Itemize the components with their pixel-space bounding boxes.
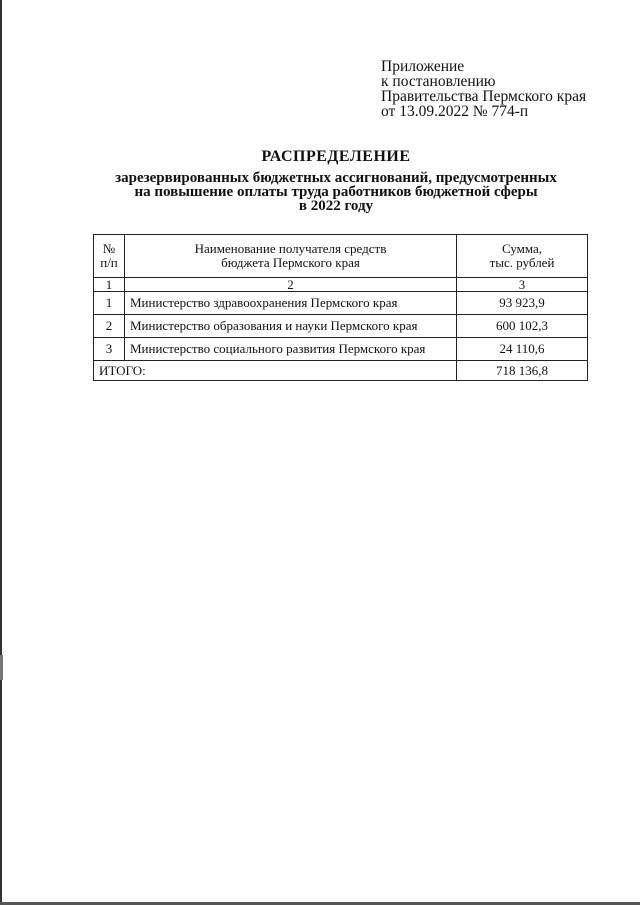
subtitle-line-1: зарезервированных бюджетных ассигнований, предусмотренных — [115, 170, 557, 186]
header-num-line-1: № — [102, 241, 116, 256]
column-number-cell: 2 — [125, 278, 457, 292]
column-number-cell: 3 — [457, 278, 588, 292]
row-recipient: Министерство социального развития Пермского края — [125, 338, 457, 361]
document-subtitle — [0, 171, 640, 213]
header-sum-line-1: Сумма, — [501, 241, 543, 256]
column-number-row — [94, 278, 588, 292]
total-label: ИТОГО: — [94, 361, 457, 381]
table-row — [94, 338, 588, 361]
appendix-line-1: Приложение — [381, 58, 465, 75]
row-sum: 600 102,3 — [457, 315, 588, 338]
row-sum: 93 923,9 — [457, 292, 588, 315]
appendix-line-2: к постановлению — [381, 73, 496, 90]
scan-border-left — [0, 0, 2, 905]
header-num-cell — [94, 235, 125, 278]
column-number-cell: 1 — [94, 278, 125, 292]
row-num: 2 — [94, 315, 125, 338]
row-recipient: Министерство образования и науки Пермского края — [125, 315, 457, 338]
total-row — [94, 361, 588, 381]
row-sum: 24 110,6 — [457, 338, 588, 361]
total-sum: 718 136,8 — [457, 361, 588, 381]
header-sum-line-2: тыс. рублей — [489, 255, 555, 270]
appendix-line-4: от 13.09.2022 № 774-п — [381, 103, 529, 120]
header-name-line-1: Наименование получателя средств — [194, 241, 387, 256]
row-num: 1 — [94, 292, 125, 315]
appendix-header — [381, 59, 586, 119]
row-recipient: Министерство здравоохранения Пермского края — [125, 292, 457, 315]
header-name-cell — [125, 235, 457, 278]
table-row — [94, 315, 588, 338]
subtitle-line-2: на повышение оплаты труда работников бюджетной сферы — [134, 184, 538, 200]
subtitle-line-3: в 2022 году — [298, 198, 374, 214]
scan-mark — [0, 655, 3, 680]
row-num: 3 — [94, 338, 125, 361]
document-title: РАСПРЕДЕЛЕНИЕ — [261, 148, 411, 165]
table-row — [94, 292, 588, 315]
header-num-line-2: п/п — [100, 255, 118, 270]
header-sum-cell — [457, 235, 588, 278]
appendix-line-3: Правительства Пермского края — [381, 88, 587, 105]
allocation-table — [93, 234, 588, 381]
header-name-line-2: бюджета Пермского края — [221, 255, 360, 270]
table-header-row — [94, 235, 588, 278]
